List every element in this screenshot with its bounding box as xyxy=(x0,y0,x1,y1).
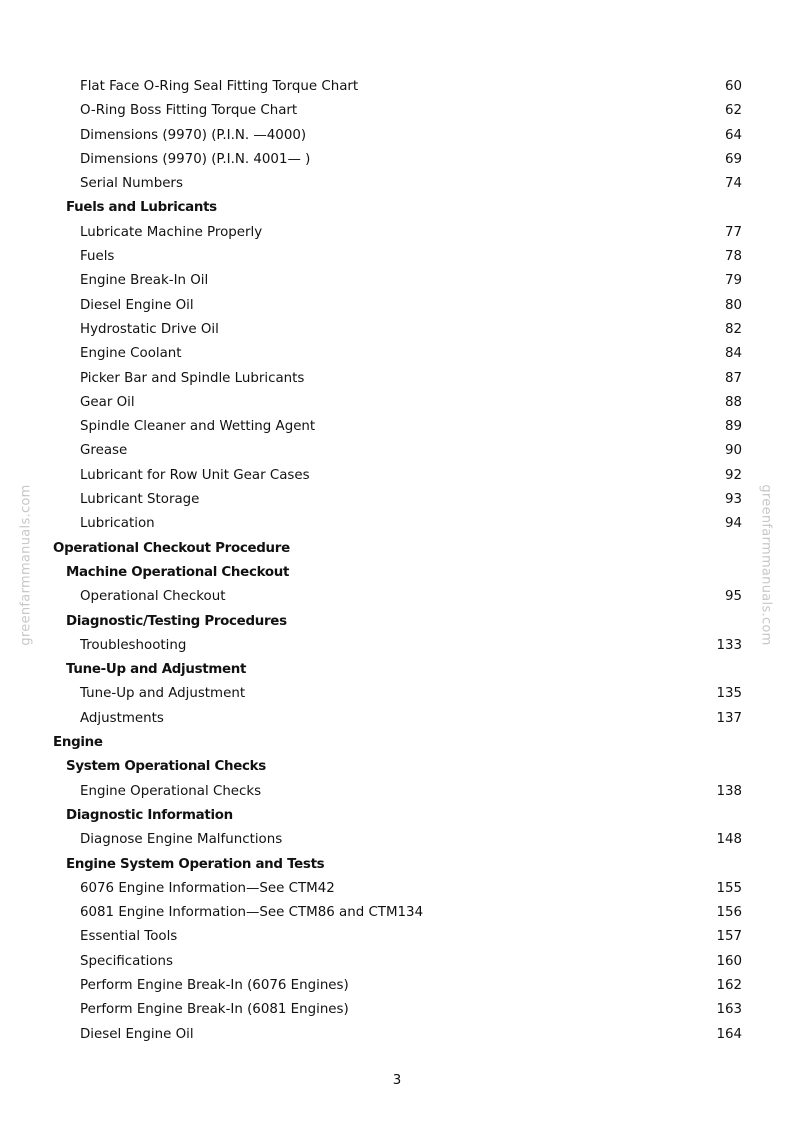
toc-section-heading[interactable] xyxy=(0,731,794,755)
toc-subsection-heading[interactable] xyxy=(0,853,794,877)
toc-entry-page: 148 xyxy=(716,832,742,848)
toc-entry-page: 78 xyxy=(724,249,742,265)
watermark-right: greenfarmmanuals.com xyxy=(758,484,774,646)
page-number: 3 xyxy=(392,1073,402,1088)
toc-subsection-heading[interactable] xyxy=(0,658,794,682)
toc-entry[interactable] xyxy=(0,269,794,293)
toc-entry-page: 89 xyxy=(724,419,742,435)
toc-entry-page: 62 xyxy=(724,103,742,119)
toc-entry-page: 84 xyxy=(724,346,742,362)
toc-entry-page: 163 xyxy=(716,1002,742,1018)
toc-entry-title: Grease xyxy=(80,443,128,459)
toc-subsection-heading[interactable] xyxy=(0,561,794,585)
toc-entry-page: 93 xyxy=(724,492,742,508)
toc-entry[interactable] xyxy=(0,634,794,658)
toc-entry-title: Diesel Engine Oil xyxy=(80,297,194,313)
toc-entry-title: Lubricant Storage xyxy=(80,492,200,508)
toc-entry-title: Lubricate Machine Properly xyxy=(80,224,263,240)
toc-entry-title: Operational Checkout xyxy=(80,589,226,605)
toc-entry-title: Perform Engine Break-In (6081 Engines) xyxy=(80,1002,349,1018)
toc-entry-page: 64 xyxy=(724,127,742,143)
toc-entry[interactable] xyxy=(0,707,794,731)
toc-entry-page: 155 xyxy=(716,880,742,896)
toc-entry-page: 88 xyxy=(724,394,742,410)
toc-entry-page: 80 xyxy=(724,297,742,313)
toc-entry-page: 156 xyxy=(716,905,742,921)
toc-entry-page: 69 xyxy=(724,151,742,167)
toc-entry[interactable] xyxy=(0,99,794,123)
toc-entry-title: Fuels and Lubricants xyxy=(66,200,217,216)
toc-entry-page: 160 xyxy=(716,953,742,969)
toc-entry[interactable] xyxy=(0,901,794,925)
toc-entry-title: Lubrication xyxy=(80,516,155,532)
toc-entry-page: 77 xyxy=(724,224,742,240)
toc-entry-title: Spindle Cleaner and Wetting Agent xyxy=(80,419,316,435)
toc-entry-title: Tune-Up and Adjustment xyxy=(66,662,247,678)
toc-entry[interactable] xyxy=(0,75,794,99)
toc-entry[interactable] xyxy=(0,318,794,342)
toc-entry-title: Hydrostatic Drive Oil xyxy=(80,321,219,337)
watermark-left: greenfarmmanuals.com xyxy=(18,484,34,646)
toc-entry-page: 94 xyxy=(724,516,742,532)
toc-entry-title: Machine Operational Checkout xyxy=(66,564,290,580)
toc-entry-title: Dimensions (9970) (P.I.N. 4001— ) xyxy=(80,151,311,167)
toc-entry[interactable] xyxy=(0,925,794,949)
toc-entry-title: System Operational Checks xyxy=(66,759,266,775)
toc-entry[interactable] xyxy=(0,998,794,1022)
toc-entry-page: 135 xyxy=(716,686,742,702)
toc-entry[interactable] xyxy=(0,682,794,706)
toc-section-heading[interactable] xyxy=(0,537,794,561)
toc-entry-title: Engine Break-In Oil xyxy=(80,273,209,289)
toc-entry-title: 6076 Engine Information—See CTM42 xyxy=(80,880,335,896)
toc-entry-title: Lubricant for Row Unit Gear Cases xyxy=(80,467,310,483)
toc-entry[interactable] xyxy=(0,342,794,366)
toc-entry-title: 6081 Engine Information—See CTM86 and CTM134 xyxy=(80,905,424,921)
toc-entry-page: 137 xyxy=(716,710,742,726)
table-of-contents xyxy=(0,75,794,1047)
toc-entry-title: Fuels xyxy=(80,249,115,265)
toc-entry[interactable] xyxy=(0,950,794,974)
toc-entry-title: Tune-Up and Adjustment xyxy=(80,686,246,702)
toc-entry[interactable] xyxy=(0,488,794,512)
toc-entry-page: 79 xyxy=(724,273,742,289)
toc-entry-page: 157 xyxy=(716,929,742,945)
toc-entry[interactable] xyxy=(0,780,794,804)
toc-entry[interactable] xyxy=(0,877,794,901)
toc-entry-page: 82 xyxy=(724,321,742,337)
toc-entry-title: Engine xyxy=(53,735,103,751)
toc-entry-page: 87 xyxy=(724,370,742,386)
toc-entry-page: 95 xyxy=(724,589,742,605)
toc-entry-title: Engine System Operation and Tests xyxy=(66,856,325,872)
toc-entry[interactable] xyxy=(0,464,794,488)
toc-entry[interactable] xyxy=(0,124,794,148)
toc-entry-title: Essential Tools xyxy=(80,929,178,945)
toc-subsection-heading[interactable] xyxy=(0,196,794,220)
toc-entry-title: O-Ring Boss Fitting Torque Chart xyxy=(80,103,298,119)
toc-entry-title: Diagnostic/Testing Procedures xyxy=(66,613,287,629)
toc-entry[interactable] xyxy=(0,974,794,998)
toc-entry-title: Operational Checkout Procedure xyxy=(53,540,290,556)
toc-entry[interactable] xyxy=(0,221,794,245)
toc-entry[interactable] xyxy=(0,245,794,269)
toc-entry-title: Diesel Engine Oil xyxy=(80,1026,194,1042)
toc-entry-page: 60 xyxy=(724,79,742,94)
toc-entry[interactable] xyxy=(0,512,794,536)
toc-entry[interactable] xyxy=(0,828,794,852)
toc-entry-title: Engine Coolant xyxy=(80,346,182,362)
toc-entry-title: Perform Engine Break-In (6076 Engines) xyxy=(80,977,349,993)
toc-entry-page: 74 xyxy=(724,176,742,192)
toc-entry-page: 138 xyxy=(716,783,742,799)
toc-subsection-heading[interactable] xyxy=(0,804,794,828)
toc-entry[interactable] xyxy=(0,391,794,415)
toc-entry-title: Adjustments xyxy=(80,710,164,726)
toc-entry[interactable] xyxy=(0,1023,794,1047)
toc-entry[interactable] xyxy=(0,415,794,439)
toc-entry-page: 133 xyxy=(716,637,742,653)
toc-entry[interactable] xyxy=(0,585,794,609)
toc-entry-page: 90 xyxy=(724,443,742,459)
toc-entry[interactable] xyxy=(0,172,794,196)
toc-entry-title: Diagnose Engine Malfunctions xyxy=(80,832,283,848)
toc-subsection-heading[interactable] xyxy=(0,755,794,779)
toc-entry[interactable] xyxy=(0,367,794,391)
toc-entry-page: 92 xyxy=(724,467,742,483)
toc-entry[interactable] xyxy=(0,439,794,463)
toc-entry-title: Diagnostic Information xyxy=(66,807,233,823)
toc-entry-title: Flat Face O-Ring Seal Fitting Torque Chart xyxy=(80,79,359,94)
toc-entry[interactable] xyxy=(0,294,794,318)
toc-entry-page: 162 xyxy=(716,977,742,993)
toc-entry-title: Picker Bar and Spindle Lubricants xyxy=(80,370,305,386)
toc-subsection-heading[interactable] xyxy=(0,610,794,634)
toc-entry-title: Engine Operational Checks xyxy=(80,783,262,799)
toc-entry-title: Troubleshooting xyxy=(80,637,187,653)
toc-entry-title: Gear Oil xyxy=(80,394,135,410)
toc-entry-title: Dimensions (9970) (P.I.N. —4000) xyxy=(80,127,307,143)
toc-entry-title: Serial Numbers xyxy=(80,176,183,192)
toc-entry[interactable] xyxy=(0,148,794,172)
toc-entry-page: 164 xyxy=(716,1026,742,1042)
toc-entry-title: Specifications xyxy=(80,953,173,969)
